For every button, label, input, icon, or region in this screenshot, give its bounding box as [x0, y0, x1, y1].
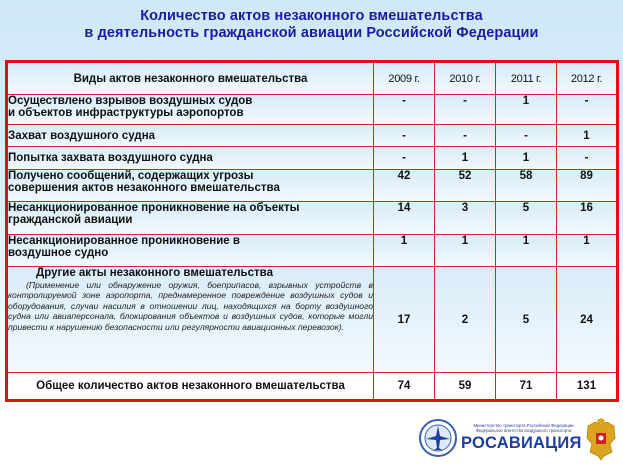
- header-year-2012: 2012 г.: [557, 62, 618, 95]
- cell-2011: 1: [496, 147, 557, 170]
- row-label-line-1: Получено сообщений, содержащих угрозы: [8, 170, 254, 182]
- cell-2012: 16: [557, 202, 618, 235]
- table-row: [7, 125, 618, 147]
- cell-2010: 2: [435, 267, 496, 373]
- cell-2010: 1: [435, 147, 496, 170]
- cell-2011: -: [496, 125, 557, 147]
- title-line-2: в деятельность гражданской авиации Российской Федерации: [84, 25, 539, 41]
- total-2009: 74: [374, 373, 435, 401]
- header-year-2009: 2009 г.: [374, 62, 435, 95]
- cell-2012: 1: [557, 235, 618, 267]
- cell-2010: 3: [435, 202, 496, 235]
- cell-2009: -: [374, 147, 435, 170]
- cell-2009: -: [374, 95, 435, 125]
- header-year-2010: 2010 г.: [435, 62, 496, 95]
- cell-2011: 1: [496, 95, 557, 125]
- brand-name: РОСАВИАЦИЯ: [461, 434, 582, 452]
- row-label-line-1: Несанкционированное проникновение в: [8, 235, 240, 247]
- cell-2010: 1: [435, 235, 496, 267]
- footer-logo: [418, 418, 618, 463]
- cell-2010: 52: [435, 170, 496, 202]
- cell-2009: 42: [374, 170, 435, 202]
- table-row-total: [7, 373, 618, 401]
- cell-2010: -: [435, 95, 496, 125]
- total-label: Общее количество актов незаконного вмешательства: [7, 373, 374, 401]
- cell-2009: -: [374, 125, 435, 147]
- table-row-other: [7, 267, 618, 373]
- cell-2012: 89: [557, 170, 618, 202]
- row-label: [7, 95, 374, 125]
- table-header-row: [7, 62, 618, 95]
- row-label-line-2: гражданской авиации: [8, 214, 133, 226]
- row-label: [7, 235, 374, 267]
- cell-2012: 1: [557, 125, 618, 147]
- other-acts-label: Другие акты незаконного вмешательства: [36, 267, 273, 279]
- total-2010: 59: [435, 373, 496, 401]
- cell-2009: 1: [374, 235, 435, 267]
- other-acts-cell: [7, 267, 374, 373]
- cell-2009: 14: [374, 202, 435, 235]
- table-row: [7, 147, 618, 170]
- row-label: Захват воздушного судна: [7, 125, 374, 147]
- header-year-2011: 2011 г.: [496, 62, 557, 95]
- ministry-text: Министерство транспорта Российской Федерации: [473, 423, 574, 428]
- row-label-line-2: и объектов инфраструктуры аэропортов: [8, 107, 244, 119]
- total-2011: 71: [496, 373, 557, 401]
- acts-table: [5, 60, 619, 402]
- table-row: [7, 202, 618, 235]
- row-label: Попытка захвата воздушного судна: [7, 147, 374, 170]
- cell-2009: 17: [374, 267, 435, 373]
- rosaviatsia-emblem-icon: [418, 418, 458, 458]
- cell-2011: 5: [496, 267, 557, 373]
- row-label-line-1: Несанкционированное проникновение на объекты: [8, 202, 300, 214]
- row-label-line-1: Осуществлено взрывов воздушных судов: [8, 95, 253, 107]
- table-row: [7, 95, 618, 125]
- total-2012: 131: [557, 373, 618, 401]
- header-label: Виды актов незаконного вмешательства: [7, 62, 374, 95]
- row-label-line-2: воздушное судно: [8, 247, 109, 259]
- cell-2010: -: [435, 125, 496, 147]
- agency-text: Федеральное агентство воздушного транспорта: [475, 428, 572, 433]
- row-label-line-2: совершения актов незаконного вмешательства: [8, 182, 280, 194]
- slide-title: [0, 8, 623, 42]
- cell-2011: 1: [496, 235, 557, 267]
- table-row: [7, 170, 618, 202]
- cell-2011: 5: [496, 202, 557, 235]
- cell-2012: -: [557, 95, 618, 125]
- cell-2012: -: [557, 147, 618, 170]
- agency-caption: [461, 423, 586, 433]
- other-acts-description: (Применение или обнаружение оружия, боеприпасов, взрывных устройств в контролируемой зоне аэропорта, преднамеренное повреждение воздушных судов и оборудования, случаи насилия в отношении лиц, находящихся на борту воздушного судна или авиаперсонала, блокирования объектов и воздушных судов, которые могли привести к нарушению безопасности или регулярности авиационных перевозок).: [8, 280, 373, 332]
- row-label: [7, 202, 374, 235]
- row-label: [7, 170, 374, 202]
- cell-2012: 24: [557, 267, 618, 373]
- table-row: [7, 235, 618, 267]
- cell-2011: 58: [496, 170, 557, 202]
- title-line-1: Количество актов незаконного вмешательства: [140, 8, 483, 24]
- coat-of-arms-icon: [584, 418, 618, 462]
